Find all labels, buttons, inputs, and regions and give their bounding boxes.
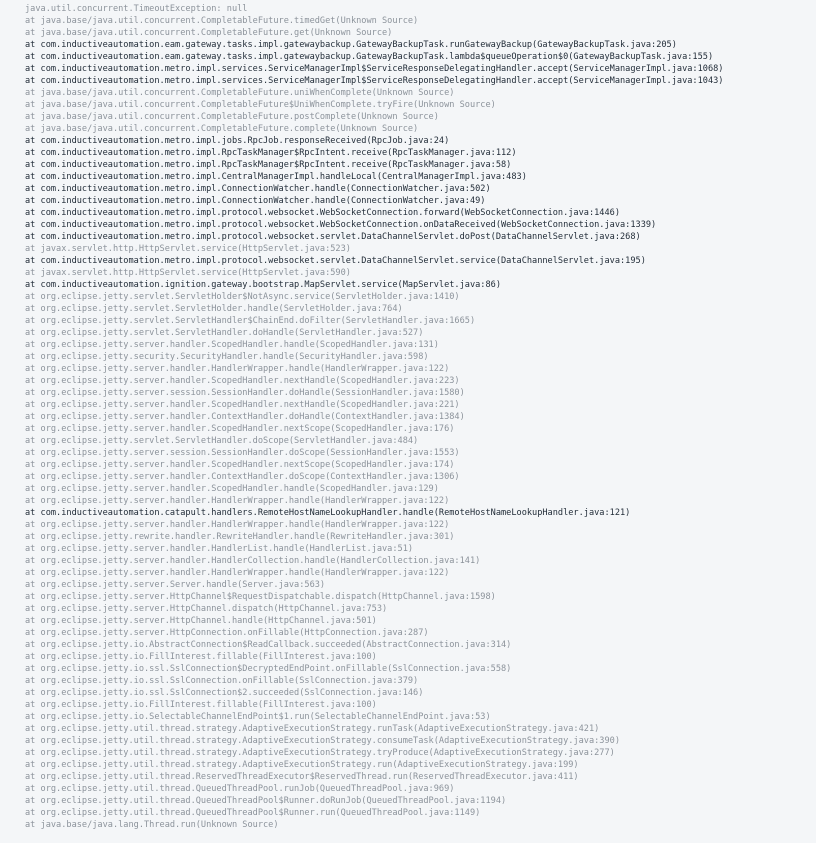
stack-frame: at javax.servlet.http.HttpServlet.service(HttpServlet.java:523) (25, 244, 351, 254)
stack-frame: at com.inductiveautomation.eam.gateway.tasks.impl.gatewaybackup.GatewayBackupTask.lambda$queueOperation$0(GatewayBackupTask.java:155) (25, 52, 714, 62)
stack-frame: at org.eclipse.jetty.server.handler.HandlerCollection.handle(HandlerCollection.java:141) (25, 556, 481, 566)
stack-frame: at org.eclipse.jetty.server.handler.ScopedHandler.nextScope(ScopedHandler.java:174) (25, 460, 455, 470)
stack-frame: at org.eclipse.jetty.io.ssl.SslConnection$2.succeeded(SslConnection.java:146) (25, 688, 424, 698)
stack-frame: at org.eclipse.jetty.server.handler.ScopedHandler.nextHandle(ScopedHandler.java:223) (25, 376, 460, 386)
stack-frame: at org.eclipse.jetty.rewrite.handler.RewriteHandler.handle(RewriteHandler.java:301) (25, 532, 455, 542)
stack-frame: at org.eclipse.jetty.io.FillInterest.fillable(FillInterest.java:100) (25, 700, 377, 710)
stack-frame: at com.inductiveautomation.metro.impl.jobs.RpcJob.responseReceived(RpcJob.java:24) (25, 136, 450, 146)
stack-frame: at org.eclipse.jetty.io.ssl.SslConnection$DecryptedEndPoint.onFillable(SslConnection.java:558) (25, 664, 512, 674)
stack-frame: at java.base/java.util.concurrent.CompletableFuture.postComplete(Unknown Source) (25, 112, 439, 122)
stack-frame: at org.eclipse.jetty.server.handler.ContextHandler.doHandle(ContextHandler.java:1384) (25, 412, 465, 422)
stack-frame: at org.eclipse.jetty.server.session.SessionHandler.doHandle(SessionHandler.java:1580) (25, 388, 465, 398)
stack-frame: at org.eclipse.jetty.server.handler.ScopedHandler.nextHandle(ScopedHandler.java:221) (25, 400, 460, 410)
stack-frame: at com.inductiveautomation.metro.impl.ConnectionWatcher.handle(ConnectionWatcher.java:502) (25, 184, 491, 194)
stack-frame: at org.eclipse.jetty.server.handler.HandlerWrapper.handle(HandlerWrapper.java:122) (25, 520, 450, 530)
stack-frame: at org.eclipse.jetty.io.SelectableChannelEndPoint$1.run(SelectableChannelEndPoint.java:53) (25, 712, 491, 722)
stack-frame: at com.inductiveautomation.metro.impl.services.ServiceManagerImpl$ServiceResponseDelegatingHandler.accept(ServiceManagerImpl.java:1068) (25, 64, 724, 74)
stack-frame: at java.base/java.lang.Thread.run(Unknown Source) (25, 820, 279, 830)
stack-frame: at com.inductiveautomation.ignition.gateway.bootstrap.MapServlet.service(MapServlet.java:86) (25, 280, 501, 290)
stack-frame: at org.eclipse.jetty.server.handler.HandlerWrapper.handle(HandlerWrapper.java:122) (25, 364, 450, 374)
stack-frame: at com.inductiveautomation.metro.impl.protocol.websocket.servlet.DataChannelServlet.service(DataChannelServlet.java:195) (25, 256, 646, 266)
stack-frame: at org.eclipse.jetty.util.thread.strategy.AdaptiveExecutionStrategy.run(AdaptiveExecutionStrategy.java:199) (25, 760, 579, 770)
stack-frame: at org.eclipse.jetty.server.HttpChannel.dispatch(HttpChannel.java:753) (25, 604, 388, 614)
stack-frame: at java.base/java.util.concurrent.CompletableFuture.uniWhenComplete(Unknown Source) (25, 88, 455, 98)
stack-frame: at com.inductiveautomation.catapult.handlers.RemoteHostNameLookupHandler.handle(RemoteHostNameLookupHandler.java:121) (25, 508, 631, 518)
stack-trace (25, 3, 810, 831)
stack-frame: at org.eclipse.jetty.util.thread.QueuedThreadPool.runJob(QueuedThreadPool.java:969) (25, 784, 455, 794)
stack-frame: at org.eclipse.jetty.util.thread.QueuedThreadPool$Runner.doRunJob(QueuedThreadPool.java:1194) (25, 796, 507, 806)
stack-frame: at org.eclipse.jetty.servlet.ServletHolder.handle(ServletHolder.java:764) (25, 304, 403, 314)
stack-frame: at org.eclipse.jetty.server.HttpChannel$RequestDispatchable.dispatch(HttpChannel.java:1598) (25, 592, 496, 602)
stack-frame: at org.eclipse.jetty.server.handler.HandlerList.handle(HandlerList.java:51) (25, 544, 414, 554)
stack-frame: at com.inductiveautomation.metro.impl.protocol.websocket.WebSocketConnection.forward(WebSocketConnection.java:1446) (25, 208, 620, 218)
stack-frame: at org.eclipse.jetty.server.session.SessionHandler.doScope(SessionHandler.java:1553) (25, 448, 460, 458)
stack-frame: at java.base/java.util.concurrent.CompletableFuture.complete(Unknown Source) (25, 124, 419, 134)
stack-frame: at java.base/java.util.concurrent.CompletableFuture.get(Unknown Source) (25, 28, 393, 38)
stack-frame: at org.eclipse.jetty.util.thread.strategy.AdaptiveExecutionStrategy.consumeTask(AdaptiveExecutionStrategy.java:390) (25, 736, 620, 746)
stack-frame: at java.base/java.util.concurrent.CompletableFuture$UniWhenComplete.tryFire(Unknown Source) (25, 100, 496, 110)
stack-frame: at org.eclipse.jetty.util.thread.QueuedThreadPool$Runner.run(QueuedThreadPool.java:1149) (25, 808, 481, 818)
stack-frame: at org.eclipse.jetty.servlet.ServletHandler.doHandle(ServletHandler.java:527) (25, 328, 424, 338)
stack-frame: at org.eclipse.jetty.server.handler.ScopedHandler.handle(ScopedHandler.java:131) (25, 340, 439, 350)
stack-frame: at org.eclipse.jetty.util.thread.strategy.AdaptiveExecutionStrategy.tryProduce(AdaptiveExecutionStrategy.java:277) (25, 748, 615, 758)
stack-frame: at org.eclipse.jetty.security.SecurityHandler.handle(SecurityHandler.java:598) (25, 352, 429, 362)
stack-frame: at org.eclipse.jetty.server.handler.ContextHandler.doScope(ContextHandler.java:1306) (25, 472, 460, 482)
stack-frame: at com.inductiveautomation.metro.impl.CentralManagerImpl.handleLocal(CentralManagerImpl.java:483) (25, 172, 527, 182)
stack-frame: at org.eclipse.jetty.servlet.ServletHolder$NotAsync.service(ServletHolder.java:1410) (25, 292, 460, 302)
stack-frame: at com.inductiveautomation.metro.impl.protocol.websocket.WebSocketConnection.onDataReceived(WebSocketConnection.java:1339) (25, 220, 657, 230)
stack-frame: at org.eclipse.jetty.servlet.ServletHandler.doScope(ServletHandler.java:484) (25, 436, 419, 446)
stack-frame: at org.eclipse.jetty.io.ssl.SslConnection.onFillable(SslConnection.java:379) (25, 676, 419, 686)
stack-frame: at org.eclipse.jetty.server.handler.HandlerWrapper.handle(HandlerWrapper.java:122) (25, 496, 450, 506)
stack-frame: at com.inductiveautomation.metro.impl.protocol.websocket.servlet.DataChannelServlet.doPost(DataChannelServlet.java:268) (25, 232, 641, 242)
stack-frame: at org.eclipse.jetty.util.thread.strategy.AdaptiveExecutionStrategy.runTask(AdaptiveExecutionStrategy.java:421) (25, 724, 600, 734)
stack-frame: at org.eclipse.jetty.server.handler.HandlerWrapper.handle(HandlerWrapper.java:122) (25, 568, 450, 578)
stack-frame: at com.inductiveautomation.eam.gateway.tasks.impl.gatewaybackup.GatewayBackupTask.runGatewayBackup(GatewayBackupTask.java:205) (25, 40, 677, 50)
exception-message: java.util.concurrent.TimeoutException: null (25, 4, 248, 14)
stack-frame: at org.eclipse.jetty.server.HttpChannel.handle(HttpChannel.java:501) (25, 616, 377, 626)
stack-frame: at org.eclipse.jetty.server.Server.handle(Server.java:563) (25, 580, 326, 590)
stack-frame: at com.inductiveautomation.metro.impl.services.ServiceManagerImpl$ServiceResponseDelegatingHandler.accept(ServiceManagerImpl.java:1043) (25, 76, 724, 86)
stack-frame: at javax.servlet.http.HttpServlet.service(HttpServlet.java:590) (25, 268, 351, 278)
stack-frame: at org.eclipse.jetty.io.AbstractConnection$ReadCallback.succeeded(AbstractConnection.java:314) (25, 640, 512, 650)
stack-frame: at org.eclipse.jetty.server.handler.ScopedHandler.handle(ScopedHandler.java:129) (25, 484, 439, 494)
stack-frame: at org.eclipse.jetty.servlet.ServletHandler$ChainEnd.doFilter(ServletHandler.java:1665) (25, 316, 476, 326)
stack-frame: at org.eclipse.jetty.server.HttpConnection.onFillable(HttpConnection.java:287) (25, 628, 429, 638)
stack-frame: at com.inductiveautomation.metro.impl.ConnectionWatcher.handle(ConnectionWatcher.java:49) (25, 196, 486, 206)
stack-frame: at com.inductiveautomation.metro.impl.RpcTaskManager$RpcIntent.receive(RpcTaskManager.java:112) (25, 148, 517, 158)
stack-frame: at org.eclipse.jetty.io.FillInterest.fillable(FillInterest.java:100) (25, 652, 377, 662)
stack-frame: at java.base/java.util.concurrent.CompletableFuture.timedGet(Unknown Source) (25, 16, 419, 26)
stack-frame: at com.inductiveautomation.metro.impl.RpcTaskManager$RpcIntent.receive(RpcTaskManager.java:58) (25, 160, 512, 170)
stack-frame: at org.eclipse.jetty.server.handler.ScopedHandler.nextScope(ScopedHandler.java:176) (25, 424, 455, 434)
stack-frame: at org.eclipse.jetty.util.thread.ReservedThreadExecutor$ReservedThread.run(ReservedThreadExecutor.java:411) (25, 772, 579, 782)
